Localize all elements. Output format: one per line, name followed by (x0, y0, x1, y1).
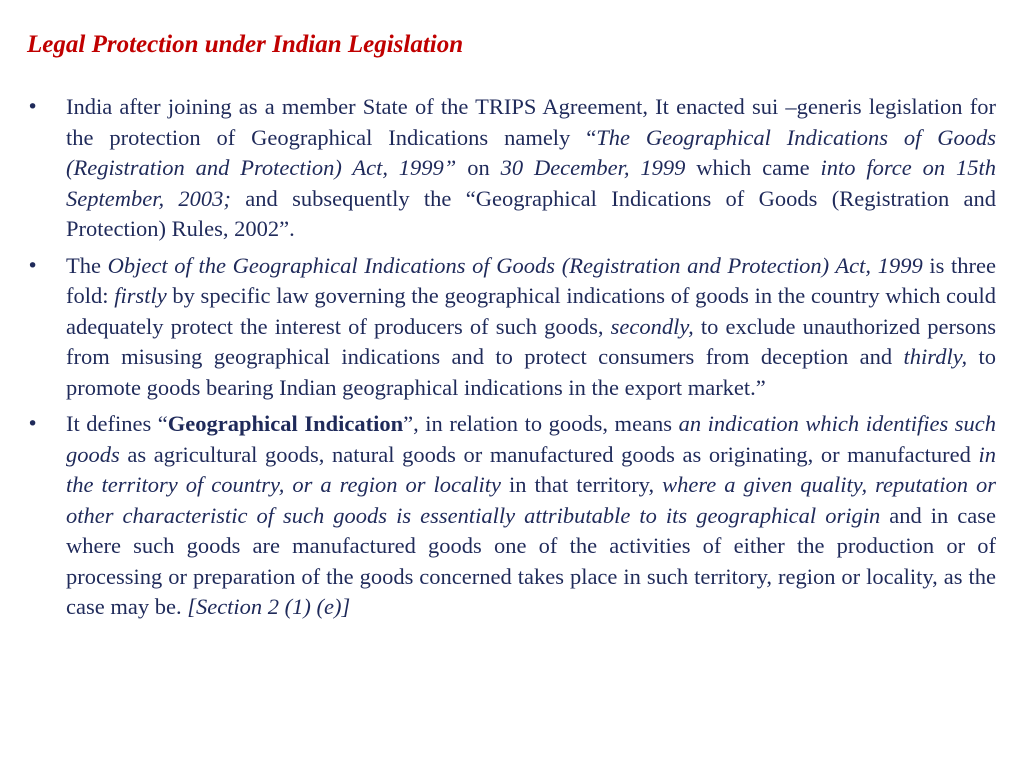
text-segment: India after joining as a member State of the TRIPS Agreement, It enacted sui –generis legislation for the protection of Geographical Indications namely “ (66, 94, 996, 150)
text-segment: by specific law governing the geographical indications of goods in the country which could adequately protect the interest of producers of such goods, (66, 283, 996, 339)
text-segment: and in case where such goods are manufactured goods one of the activities of either the production or of processing or preparation of the goods concerned takes place in such territory, region or locality, as the case may be. (66, 502, 996, 619)
bullet-marker-icon: • (27, 254, 39, 277)
text-segment: Object of the Geographical Indications of Goods (Registration and Protection) Act, 1999 (107, 252, 923, 278)
text-segment: to exclude unauthorized persons from misusing geographical indications and to protect consumers from deception and (66, 313, 996, 369)
text-segment: It defines “ (66, 411, 168, 436)
bullet-text (66, 92, 996, 245)
bullet-marker-icon: • (27, 413, 39, 435)
bullet-item (0, 92, 1024, 245)
text-segment: in the territory of country, or a region or locality (66, 441, 996, 497)
bullet-item (0, 251, 1024, 404)
text-segment: which came (685, 155, 821, 180)
text-segment: secondly, (610, 313, 694, 339)
bullet-marker-icon: • (27, 96, 39, 118)
text-segment: to promote goods bearing Indian geographical indications in the export market.” (66, 344, 996, 400)
bullet-text (66, 251, 996, 404)
bullet-item (0, 409, 1024, 623)
text-segment: as agricultural goods, natural goods or manufactured goods as originating, or manufactured (119, 441, 979, 467)
text-segment: thirdly, (903, 344, 968, 369)
text-segment: into force on 15th September, 2003; (66, 155, 996, 211)
slide-title: Legal Protection under Indian Legislation (27, 31, 464, 58)
text-segment: an indication which identifies such goods (66, 411, 996, 467)
text-segment: 30 December, 1999 (500, 155, 686, 180)
text-segment: The (66, 252, 108, 278)
text-segment: in that territory, (500, 472, 663, 497)
text-segment: The Geographical Indications of Goods (Registration and Protection) Act, 1999” (66, 124, 997, 180)
bullet-text (66, 409, 996, 623)
text-segment: Geographical Indication (167, 411, 404, 436)
text-segment: ”, in relation to goods, means (403, 411, 679, 436)
text-segment: on (456, 155, 501, 180)
text-segment: and subsequently the “Geographical Indications of Goods (Registration and Protection) Rules, 2002”. (66, 185, 997, 241)
text-segment: is three fold: (66, 252, 997, 308)
bullet-list (0, 92, 1024, 629)
text-segment: firstly (114, 283, 167, 308)
text-segment: where a given quality, reputation or other characteristic of such goods is essentially attributable to its geographical origin (66, 472, 997, 528)
text-segment: [Section 2 (1) (e)] (187, 594, 351, 619)
